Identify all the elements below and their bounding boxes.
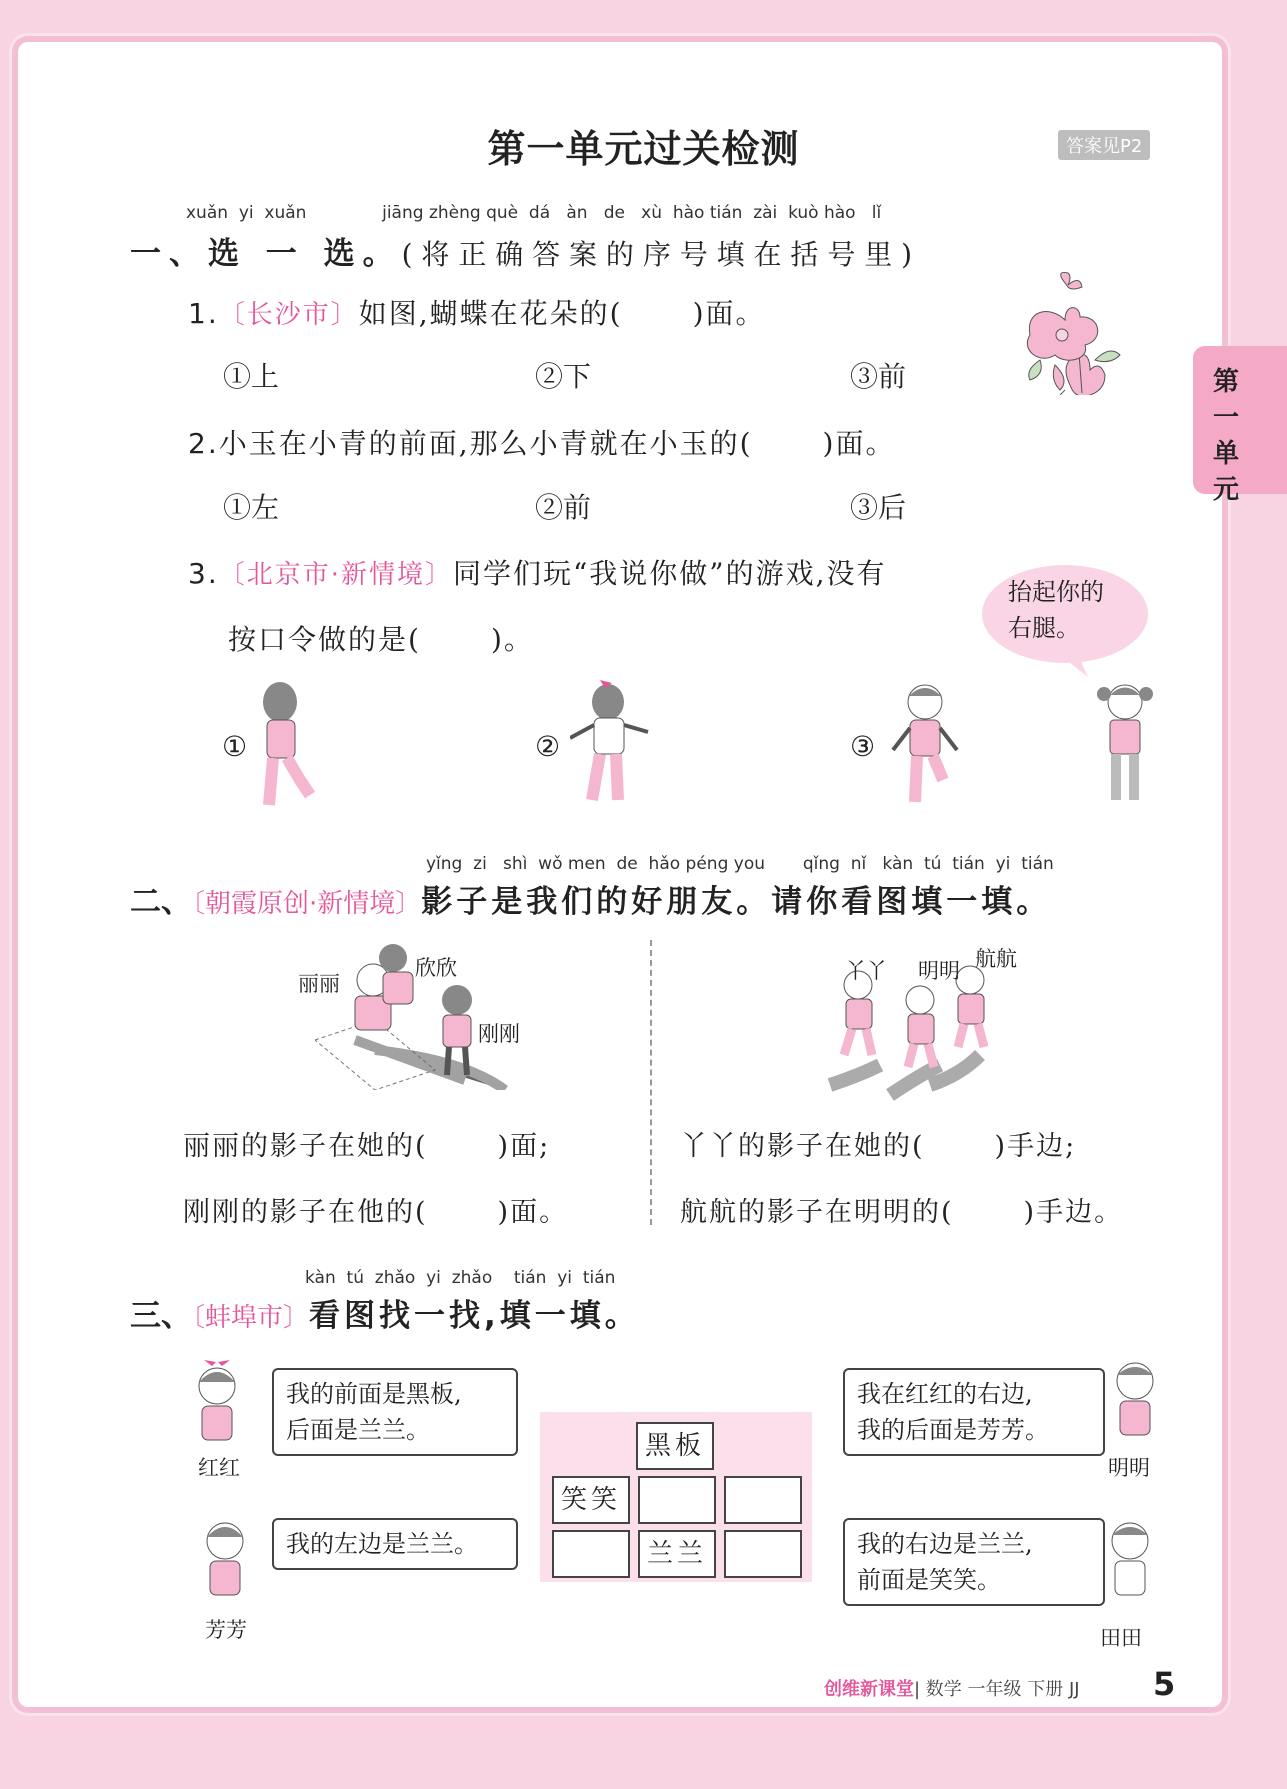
question-1-text-a: 如图,蝴蝶在花朵的( (358, 297, 623, 330)
answer-reference-badge: 答案见P2 (1058, 130, 1150, 160)
question-2-number: 2. (188, 427, 219, 460)
question-1-option-2[interactable]: ②下 (535, 360, 592, 393)
question-1-number: 1. (188, 297, 219, 330)
name-mingming-sec3: 明明 (1108, 1456, 1150, 1480)
footer-info: | 数学 一年级 下册 JJ (914, 1679, 1080, 1700)
fill-lili-text-a: 丽丽的影子在她的( (183, 1131, 428, 1162)
grid-cell-blank-4[interactable] (724, 1530, 802, 1578)
fill-yaya-shadow (680, 1124, 1076, 1163)
grid-cell-lanlan: 兰兰 (638, 1530, 716, 1578)
footer (824, 1675, 1080, 1701)
speech-mingming-line2: 我的后面是芳芳。 (857, 1416, 1049, 1444)
mingming-avatar (1100, 1355, 1170, 1450)
question-1-option-3[interactable]: ③前 (850, 360, 907, 393)
speech-honghong-line2: 后面是兰兰。 (286, 1416, 430, 1444)
section1-instruction: ( 将 正 确 答 案 的 序 号 填 在 括 号 里 ) (401, 238, 913, 271)
girl-back-arms-out-icon (570, 680, 650, 810)
name-tiantian: 田田 (1100, 1626, 1142, 1650)
section1-pinyin: xuǎn yi xuǎn jiāng zhèng què dá àn de xù hào tián zài kuò hào lǐ (186, 203, 882, 223)
flower-butterfly-illustration (1010, 265, 1130, 395)
honghong-avatar (182, 1360, 252, 1455)
speech-fangfang-line1: 我的左边是兰兰。 (286, 1530, 478, 1558)
section1-label: 一、选 一 选。 (130, 236, 402, 272)
girl-back-leg-raised-icon (255, 680, 325, 810)
section2-divider (650, 940, 652, 1225)
speech-mingming (843, 1368, 1105, 1456)
page-title: 第一单元过关检测 (487, 127, 800, 171)
name-hanghang: 航航 (975, 947, 1017, 971)
question-3-line2 (228, 618, 534, 658)
speech-fangfang (272, 1518, 518, 1570)
name-honghong: 红红 (198, 1456, 240, 1480)
question-1-source-tag: 〔长沙市〕 (218, 300, 359, 330)
question-2-text-b: )面。 (822, 427, 896, 460)
question-1-option-1[interactable]: ①上 (223, 360, 280, 393)
fill-ganggang-shadow (183, 1190, 568, 1229)
name-yaya: 丫丫 (845, 959, 887, 983)
question-1-text-b: )面。 (692, 297, 766, 330)
bubble-line-1: 抬起你的 (1008, 578, 1104, 606)
question-3-text-a: 按口令做的是( (228, 623, 421, 656)
name-lili: 丽丽 (298, 972, 340, 996)
fill-hanghang-shadow (680, 1190, 1123, 1229)
fangfang-avatar (190, 1515, 260, 1610)
name-fangfang: 芳芳 (205, 1618, 247, 1642)
section2-source-tag: 〔朝霞原创·新情境〕 (192, 889, 422, 919)
question-2-option-1[interactable]: ①左 (223, 491, 280, 524)
section3-instruction: 看图找一找,填一填。 (309, 1298, 640, 1334)
fill-hanghang-text-a: 航航的影子在明明的( (680, 1197, 954, 1228)
speech-mingming-line1: 我在红红的右边, (857, 1380, 1033, 1408)
section3-pinyin: kàn tú zhǎo yi zhǎo tián yi tián (305, 1268, 616, 1288)
question-3-number: 3. (188, 557, 219, 590)
question-3-option-3[interactable]: ③ (850, 730, 876, 763)
question-2-option-2[interactable]: ②前 (535, 491, 592, 524)
speech-tiantian-line1: 我的右边是兰兰, (857, 1530, 1033, 1558)
section2-instruction: 影子是我们的好朋友。请你看图填一填。 (421, 884, 1052, 920)
section3-source-tag: 〔蚌埠市〕 (192, 1303, 310, 1333)
question-2-text-a: 小玉在小青的前面,那么小青就在小玉的( (218, 427, 753, 460)
speech-tiantian (843, 1518, 1105, 1606)
fill-ganggang-text-b: )面。 (497, 1197, 569, 1228)
section2-heading (130, 876, 1051, 921)
grid-cell-blank-3[interactable] (552, 1530, 630, 1578)
footer-brand: 创维新课堂 (824, 1679, 914, 1700)
grid-cell-blank-1[interactable] (638, 1476, 716, 1524)
speech-tiantian-line2: 前面是笑笑。 (857, 1566, 1001, 1594)
fill-hanghang-text-b: )手边。 (1023, 1197, 1124, 1228)
question-2-option-3[interactable]: ③后 (850, 491, 907, 524)
section2-label: 二、 (130, 884, 192, 920)
speech-bubble-tail (1060, 655, 1090, 680)
name-xinxin: 欣欣 (415, 956, 457, 980)
question-3-text-b: )。 (490, 623, 534, 656)
tiantian-avatar (1095, 1515, 1165, 1610)
question-3-source-tag: 〔北京市·新情境〕 (218, 560, 453, 590)
grid-cell-blank-2[interactable] (724, 1476, 802, 1524)
fill-yaya-text-a: 丫丫的影子在她的( (680, 1131, 925, 1162)
section2-pinyin: yǐng zi shì wǒ men de hǎo péng you qǐng nǐ kàn tú tián yi tián (426, 854, 1054, 874)
question-3-line1 (188, 552, 887, 592)
speech-honghong (272, 1368, 518, 1456)
grid-cell-xiaoxiao: 笑笑 (552, 1476, 630, 1524)
question-3-text-line1: 同学们玩“我说你做”的游戏,没有 (452, 557, 887, 590)
boy-leg-raised-icon (885, 680, 965, 810)
grid-cell-blackboard: 黑板 (636, 1422, 714, 1470)
question-3-option-1[interactable]: ① (222, 730, 248, 763)
section3-heading (130, 1290, 640, 1335)
unit-tab-label: 第一单元 (1213, 367, 1240, 505)
page-number: 5 (1153, 1665, 1176, 1703)
speech-bubble-text (1008, 574, 1104, 646)
unit-side-tab (1193, 346, 1287, 505)
fill-yaya-text-b: )手边; (994, 1131, 1077, 1162)
section1-heading (130, 228, 912, 273)
question-2 (188, 422, 895, 462)
girl-commander-icon (1090, 680, 1160, 805)
section3-label: 三、 (130, 1298, 192, 1334)
question-1 (188, 292, 766, 332)
speech-honghong-line1: 我的前面是黑板, (286, 1380, 462, 1408)
fill-lili-text-b: )面; (497, 1131, 551, 1162)
bubble-line-2: 右腿。 (1008, 614, 1080, 642)
question-3-option-2[interactable]: ② (535, 730, 561, 763)
name-mingming: 明明 (918, 959, 960, 983)
fill-lili-shadow (183, 1124, 550, 1163)
name-ganggang: 刚刚 (478, 1022, 520, 1046)
fill-ganggang-text-a: 刚刚的影子在他的( (183, 1197, 428, 1228)
